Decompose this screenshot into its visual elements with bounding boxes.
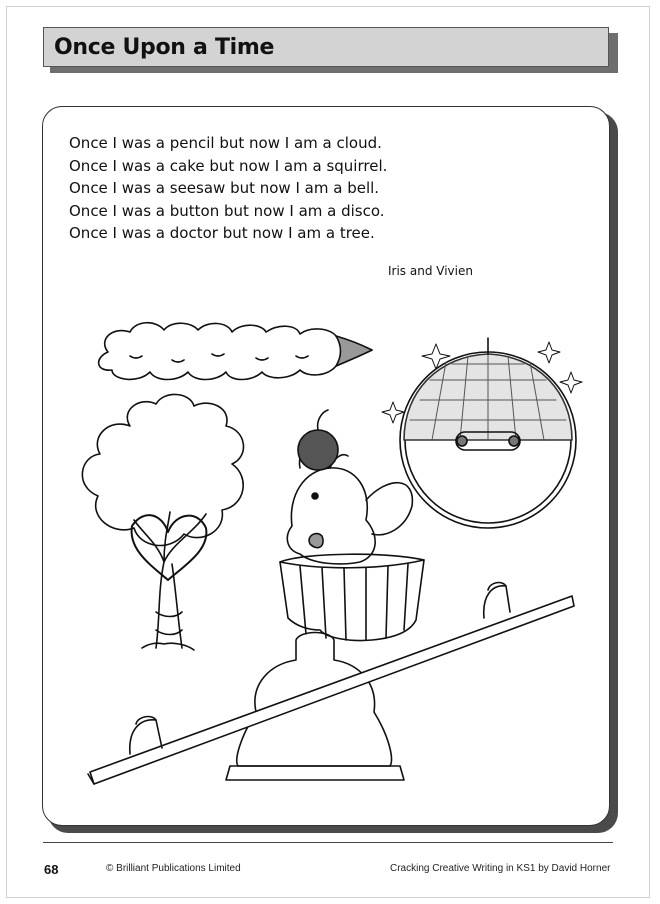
footer-rule [43, 842, 613, 843]
page-title: Once Upon a Time [54, 34, 275, 60]
publisher-credit: © Brilliant Publications Limited [106, 863, 241, 874]
tree-drawing [82, 394, 243, 650]
title-banner [43, 27, 609, 67]
poem [69, 132, 387, 245]
squirrel-cake-drawing [280, 410, 424, 641]
poem-authors: Iris and Vivien [388, 264, 473, 278]
poem-line: Once I was a seesaw but now I am a bell. [69, 179, 380, 198]
poem-line: Once I was a doctor but now I am a tree. [69, 224, 375, 243]
poem-line: Once I was a pencil but now I am a cloud. [69, 134, 382, 152]
seesaw-bell-drawing [88, 583, 574, 784]
poem-line: Once I was a cake but now I am a squirrel. [69, 156, 388, 175]
pencil-cloud-drawing [99, 323, 372, 380]
book-credit: Cracking Creative Writing in KS1 by David Horner [390, 863, 611, 874]
poem-line: Once I was a button but now I am a disco. [69, 201, 385, 220]
page-number: 68 [44, 862, 59, 877]
poem-illustration [60, 300, 600, 800]
